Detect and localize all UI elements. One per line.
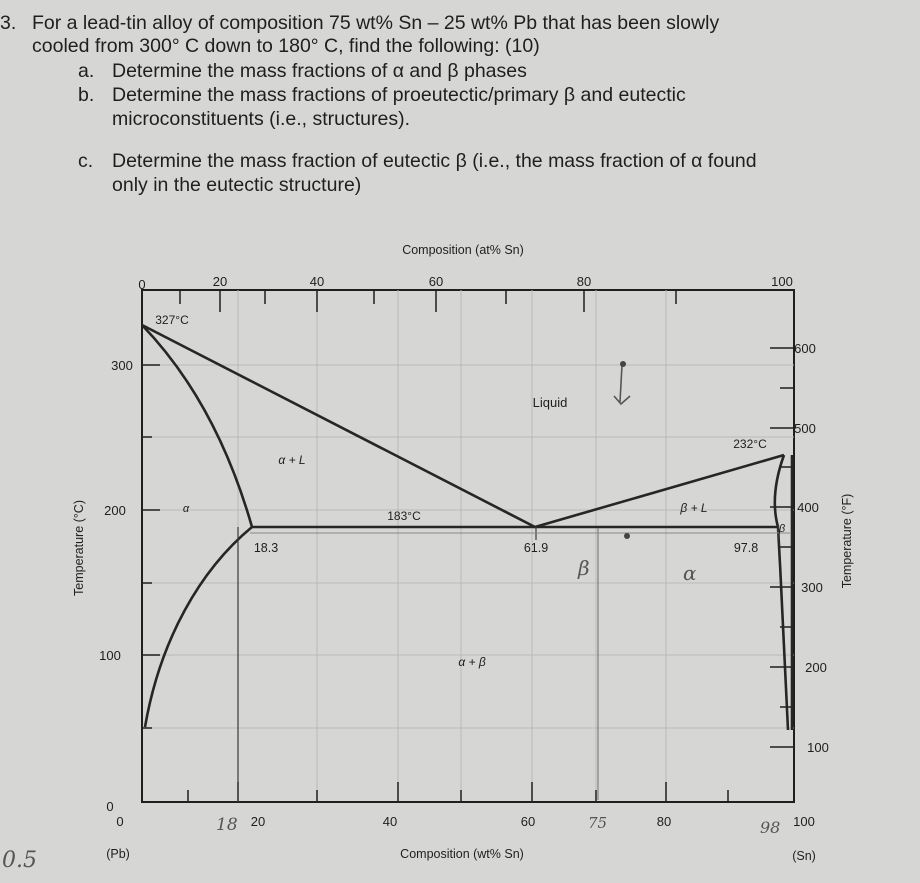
right-axis-title: Temperature (°F) bbox=[840, 493, 854, 589]
pencil-dot bbox=[620, 361, 626, 367]
top-tick-20: 20 bbox=[212, 274, 228, 289]
part-b-text-2: microconstituents (i.e., structures). bbox=[112, 108, 411, 130]
handwritten-score: 0.5 bbox=[2, 848, 37, 873]
right-tick-400: 400 bbox=[797, 500, 819, 515]
question-line-1: For a lead-tin alloy of composition 75 wt% Sn – 25 wt% Pb that has been slowly bbox=[32, 12, 720, 34]
beta-solidus-line bbox=[775, 455, 784, 527]
top-tick-marks bbox=[180, 290, 676, 312]
question-number: 3. bbox=[0, 12, 17, 34]
part-c-text-2: only in the eutectic structure) bbox=[112, 174, 362, 196]
sn-end-label: (Sn) bbox=[792, 849, 816, 863]
bottom-tick-0: 0 bbox=[116, 814, 124, 829]
part-b-label: b. bbox=[78, 84, 95, 106]
beta-limit-label: 97.8 bbox=[733, 541, 759, 555]
alpha-plus-l-label: α + L bbox=[278, 453, 306, 467]
top-tick-40: 40 bbox=[309, 274, 325, 289]
alpha-plus-beta-label: α + β bbox=[458, 655, 486, 669]
top-tick-80: 80 bbox=[576, 274, 592, 289]
bottom-axis-title: Composition (wt% Sn) bbox=[400, 847, 524, 861]
left-tick-100: 100 bbox=[99, 648, 121, 663]
question-line-2: cooled from 300° C down to 180° C, find the following: (10) bbox=[32, 35, 540, 57]
alpha-solvus-line bbox=[145, 527, 252, 727]
eutectic-comp-label: 61.9 bbox=[523, 541, 549, 555]
liquid-region-label: Liquid bbox=[532, 395, 568, 410]
beta-region-label: β bbox=[778, 523, 786, 535]
eutectic-temp-label: 183°C bbox=[387, 509, 421, 523]
grid-lines bbox=[142, 290, 794, 802]
part-c-text-1: Determine the mass fraction of eutectic β (i.e., the mass fraction of α found bbox=[112, 150, 757, 172]
top-tick-0: 0 bbox=[138, 277, 146, 292]
pb-melt-label: 327°C bbox=[155, 313, 189, 327]
right-tick-marks bbox=[770, 348, 794, 747]
handwritten-beta: β bbox=[578, 556, 590, 580]
part-b-text-1: Determine the mass fractions of proeutectic/primary β and eutectic bbox=[112, 84, 686, 106]
top-axis-title: Composition (at% Sn) bbox=[402, 243, 524, 257]
bottom-tick-20: 20 bbox=[250, 814, 266, 829]
top-tick-60: 60 bbox=[428, 274, 444, 289]
pencil-dot-eutectic bbox=[624, 533, 630, 539]
left-tick-200: 200 bbox=[104, 503, 126, 518]
alpha-region-label: α bbox=[182, 503, 190, 515]
phase-boundaries bbox=[142, 325, 792, 730]
left-tick-300: 300 bbox=[111, 358, 133, 373]
alpha-limit-label: 18.3 bbox=[253, 541, 279, 555]
handwritten-98: 98 bbox=[760, 818, 781, 837]
bottom-tick-marks bbox=[188, 782, 728, 802]
left-tick-0: 0 bbox=[106, 799, 114, 814]
part-c-label: c. bbox=[78, 150, 94, 172]
alpha-solidus-line bbox=[142, 325, 252, 527]
bottom-tick-40: 40 bbox=[382, 814, 398, 829]
bottom-tick-60: 60 bbox=[520, 814, 536, 829]
top-tick-100: 100 bbox=[771, 274, 793, 289]
plot-frame bbox=[142, 290, 794, 802]
bottom-tick-80: 80 bbox=[656, 814, 672, 829]
right-tick-200: 200 bbox=[805, 660, 827, 675]
right-tick-100: 100 bbox=[807, 740, 829, 755]
part-a-label: a. bbox=[78, 60, 95, 82]
bottom-tick-100: 100 bbox=[793, 814, 815, 829]
sn-melt-label: 232°C bbox=[733, 437, 767, 451]
right-tick-600: 600 bbox=[794, 341, 816, 356]
handwritten-18: 18 bbox=[216, 815, 238, 835]
part-a-text: Determine the mass fractions of α and β phases bbox=[112, 60, 527, 82]
left-axis-title: Temperature (°C) bbox=[72, 500, 86, 596]
right-tick-300: 300 bbox=[801, 580, 823, 595]
right-tick-500: 500 bbox=[794, 421, 816, 436]
handwritten-alpha: α bbox=[683, 561, 697, 585]
handwritten-75: 75 bbox=[588, 814, 608, 832]
beta-solvus-line bbox=[778, 527, 788, 730]
beta-plus-l-label: β + L bbox=[680, 501, 708, 515]
pb-end-label: (Pb) bbox=[106, 847, 130, 861]
vertical-markers bbox=[238, 527, 778, 802]
